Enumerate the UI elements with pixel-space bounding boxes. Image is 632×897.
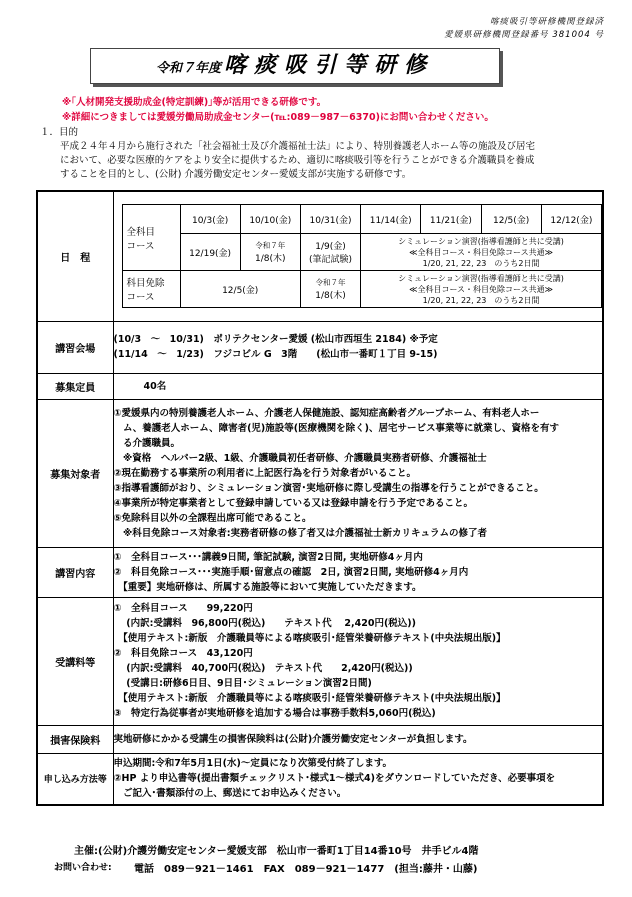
- schedule-date: 12/12(金): [541, 205, 601, 234]
- eligibility-label: 募集対象者: [37, 399, 113, 547]
- fees-value: [113, 597, 603, 725]
- eligibility-line: ム、養護老人ホーム、障害者(児)施設等(医療機関を除く)、居宅サービス事業等に就業し、資格を有す: [113, 422, 559, 434]
- purpose-line: 平成２４年４月から施行された「社会福祉士及び介護福祉士法」により、特別養護老人ホーム等の施設及び居宅: [60, 141, 536, 152]
- content-label: 講習内容: [37, 547, 113, 597]
- schedule-label: 日 程: [37, 191, 113, 321]
- fee-line: ③ 特定行為従事者が実地研修を追加する場合は事務手数料5,060円(税込): [113, 708, 436, 719]
- era-year: 令和７年: [255, 241, 286, 251]
- exempt-course-label: 科目免除 コース: [122, 271, 180, 308]
- sim-line: 1/20, 21, 22, 23 のうち2日間: [422, 295, 540, 305]
- venue-value: [113, 321, 603, 373]
- purpose-text: [40, 140, 600, 182]
- date-value: 1/9(金): [315, 242, 346, 253]
- application-line: ②HP より申込書等(提出書類チェックリスト･様式1～様式4)をダウンロードしていただき、必要事項を: [113, 773, 556, 785]
- sim-line: ≪全科目コース・科目免除コース共通≫: [409, 247, 554, 257]
- exam-note: (筆記試験): [308, 255, 353, 266]
- registration-header: [444, 16, 604, 42]
- schedule-date: 11/14(金): [361, 205, 421, 234]
- schedule-date: 12/5(金): [180, 271, 300, 308]
- content-line: 【重要】実地研修は、所属する施設等において実施していただきます。: [113, 581, 422, 593]
- schedule-date: 10/3(金): [180, 205, 240, 234]
- title-year: 令和７年度: [155, 61, 221, 76]
- schedule-date: 10/10(金): [240, 205, 300, 234]
- purpose-section: [40, 126, 600, 182]
- title-main: 喀痰吸引等研修: [224, 53, 435, 78]
- purpose-line: することを目的とし、(公財) 介護労働安定センター愛媛支部が実施する研修です。: [60, 169, 412, 180]
- eligibility-line: ※資格 ヘルパー2級、1級、介護職員初任者研修、介護職員実務者研修、介護福祉士: [113, 452, 487, 464]
- capacity-value: 40名: [113, 373, 603, 399]
- schedule-cell: [113, 191, 603, 321]
- venue-line: (11/14 ～ 1/23) フジコビル G 3階 (松山市一番町１丁目 9-15): [113, 349, 438, 360]
- fee-line: ① 全科目コース 99,220円: [113, 603, 253, 614]
- fee-line: (内訳:受講料 96,800円(税込) テキスト代 2,420円(税込)): [113, 618, 416, 629]
- sim-line: シミュレーション演習(指導看護師と共に受講): [398, 236, 564, 246]
- sim-line: ≪全科目コース・科目免除コース共通≫: [409, 284, 554, 294]
- schedule-date: [300, 271, 360, 308]
- content-line: ② 科目免除コース･･･実施手順･留意点の確認 2日, 演習2日間, 実地研修4ヶ月内: [113, 566, 469, 578]
- fees-label: 受講料等: [37, 597, 113, 725]
- schedule-date: 10/31(金): [300, 205, 360, 234]
- capacity-label: 募集定員: [37, 373, 113, 399]
- content-value: [113, 547, 603, 597]
- fee-line: 【使用テキスト:新版 介護職員等による喀痰吸引･経管栄養研修テキスト(中央法規出版)】: [113, 633, 506, 644]
- fee-line: ② 科目免除コース 43,120円: [113, 648, 253, 659]
- fee-line: (受講日:研修6日目、9日目･シミュレーション演習2日間): [113, 678, 372, 689]
- schedule-date: 12/19(金): [180, 234, 240, 271]
- date-value: 1/8(木): [255, 254, 286, 265]
- eligibility-value: [113, 399, 603, 547]
- schedule-date: 12/5(金): [481, 205, 541, 234]
- registration-status: 喀痰吸引等研修機関登録済: [489, 17, 604, 27]
- eligibility-line: ②現在勤務する事業所の利用者に上記医行為を行う対象者がいること。: [113, 467, 417, 479]
- eligibility-line: ⑤免除科目以外の全課程出席可能であること。: [113, 512, 312, 524]
- date-value: 1/8(木): [315, 291, 346, 302]
- course-info-table: [36, 190, 604, 806]
- application-line: ご記入･書類添付の上、郵送にてお申込みください。: [113, 788, 347, 800]
- venue-label: 講習会場: [37, 321, 113, 373]
- era-year: 令和７年: [315, 278, 346, 288]
- simulation-note: [361, 234, 602, 271]
- registration-number: 愛媛県研修機関登録番号 381004 号: [444, 30, 604, 40]
- eligibility-line: ④事業所が特定事業者として登録申請している又は登録申請を行う予定であること。: [113, 497, 474, 509]
- fee-line: 【使用テキスト:新版 介護職員等による喀痰吸引･経管栄養研修テキスト(中央法規出版)】: [113, 693, 506, 704]
- insurance-value: 実地研修にかかる受講生の損害保険料は(公財)介護労働安定センターが負担します。: [113, 725, 603, 753]
- eligibility-line: ※科目免除コース対象者:実務者研修の修了者又は介護福祉士新カリキュラムの修了者: [113, 527, 487, 539]
- schedule-table: [122, 204, 603, 308]
- schedule-date: [300, 234, 360, 271]
- contact-label: お問い合わせ:: [54, 863, 112, 873]
- purpose-heading: １．目的: [40, 127, 79, 138]
- application-label: 申し込み方法等: [37, 753, 113, 805]
- insurance-label: 損害保険料: [37, 725, 113, 753]
- content-line: ① 全科目コース･･･講義9日間, 筆記試験, 演習2日間, 実地研修4ヶ月内: [113, 551, 423, 563]
- notice-contact: ※詳細につきましては愛媛労働局助成金センター(℡:089－987－6370)にお問い合わせください。: [62, 112, 494, 123]
- sim-line: 1/20, 21, 22, 23 のうち2日間: [422, 258, 540, 268]
- organizer-info: 主催:(公財)介護労働安定センター愛媛支部 松山市一番町1丁目14番10号 井手ビル4階: [74, 846, 479, 857]
- contact-info: 電話 089－921－1461 FAX 089－921－1477 (担当:藤井・山藤): [134, 864, 478, 875]
- purpose-line: において、必要な医療的ケアをより安全に提供するため、適切に喀痰吸引等を行うことができる介護職員を養成: [60, 155, 535, 166]
- schedule-date: [240, 234, 300, 271]
- full-course-label: 全科目 コース: [122, 205, 180, 271]
- fee-line: (内訳:受講料 40,700円(税込) テキスト代 2,420円(税込)): [113, 663, 413, 674]
- sim-line: シミュレーション演習(指導看護師と共に受講): [398, 273, 564, 283]
- simulation-note: [361, 271, 602, 308]
- eligibility-line: る介護職員。: [113, 437, 181, 449]
- application-line: 申込期間:令和7年5月1日(水)～定員になり次第受付終了します。: [113, 758, 393, 770]
- page-title: [90, 48, 500, 84]
- eligibility-line: ①愛媛県内の特別養護老人ホーム、介護老人保健施設、認知症高齢者グループホーム、有料老人ホー: [113, 407, 540, 419]
- venue-line: (10/3 ～ 10/31) ポリテクセンター愛媛 (松山市西垣生 2184) ※予定: [113, 334, 438, 345]
- eligibility-line: ③指導看護師がおり、シミュレーション演習･実地研修に際し受講生の指導を行うことができること。: [113, 482, 544, 494]
- application-value: [113, 753, 603, 805]
- notice-subsidy: ※｢人材開発支援助成金(特定訓練)｣等が活用できる研修です。: [62, 97, 327, 108]
- schedule-date: 11/21(金): [421, 205, 481, 234]
